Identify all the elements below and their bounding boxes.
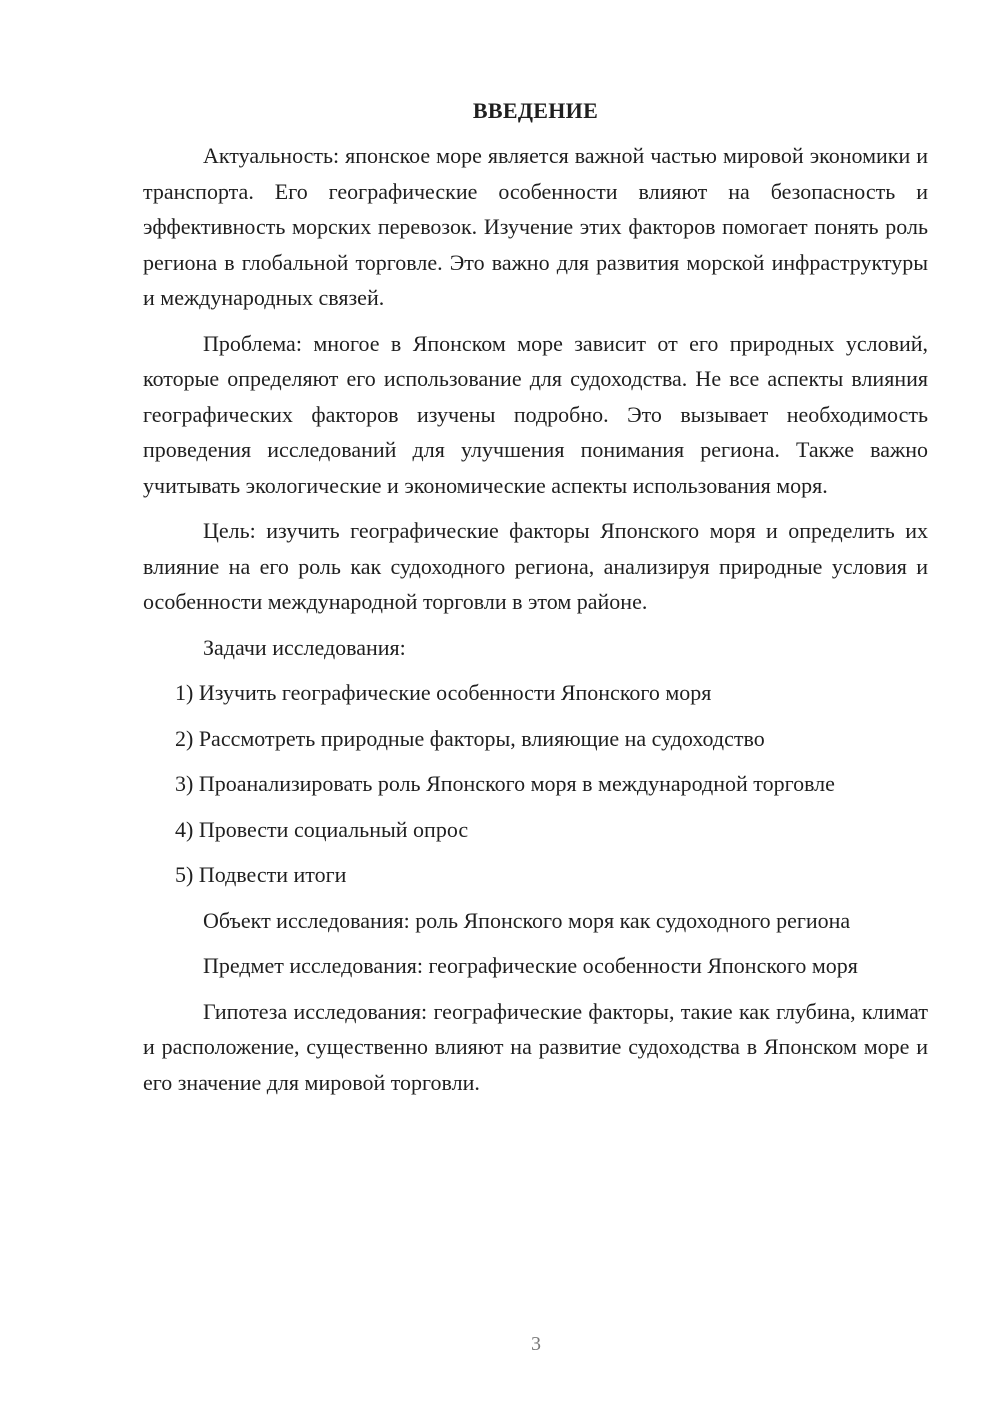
page-title: ВВЕДЕНИЕ [472,98,599,123]
tasks-heading: Задачи исследования: [203,634,406,660]
paragraph-relevance: Актуальность: японское море является важной частью мировой экономики и транспорта. Его географические особенности влияют на безопасность и эффективность морских перевозок. Изучение этих факторов помогает понять роль региона в глобальной торговле. Это важно для развития морской инфраструктуры и международных связей. [143,143,928,310]
page-content [143,94,928,1110]
page-number: 3 [531,1333,541,1355]
list-item: 2) Рассмотреть природные факторы, влияющие на судоходство [175,725,765,751]
tasks-list [143,675,928,893]
list-item: 3) Проанализировать роль Японского моря в международной торговле [175,771,835,796]
paragraph-hypothesis: Гипотеза исследования: географические факторы, такие как глубина, климат и расположение, существенно влияют на развитие судоходства в Японском море и его значение для мировой торговли. [143,998,928,1095]
paragraph-goal: Цель: изучить географические факторы Японского моря и определить их влияние на его роль как судоходного региона, анализируя природные условия и особенности международной торговли в этом районе. [143,518,928,614]
list-item: 1) Изучить географические особенности Японского моря [175,680,712,705]
list-item: 5) Подвести итоги [175,862,347,887]
paragraph-subject: Предмет исследования: географические особенности Японского моря [203,953,858,978]
paragraph-problem: Проблема: многое в Японском море зависит от его природных условий, которые определяют его использование для судоходства. Не все аспекты влияния географических факторов изучены подробно. Это вызывает необходимость проведения исследований для улучшения понимания региона. Также важно учитывать экологические и экономические аспекты использования моря. [143,330,928,498]
list-item: 4) Провести социальный опрос [175,816,469,842]
paragraph-object: Объект исследования: роль Японского моря как судоходного региона [203,907,851,933]
